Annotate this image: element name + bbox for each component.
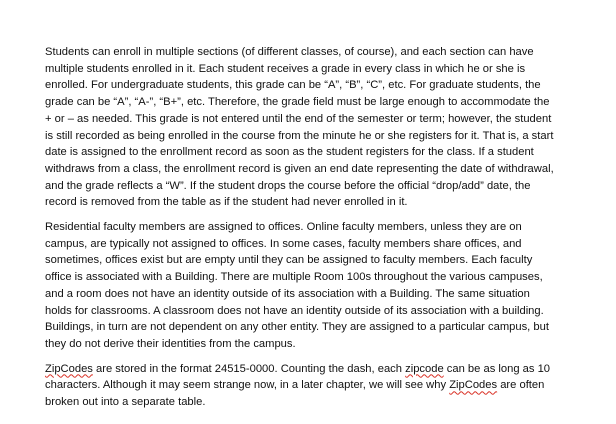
- spellcheck-flagged-word[interactable]: zipcode: [405, 362, 444, 375]
- spellcheck-flagged-word[interactable]: ZipCodes: [449, 379, 498, 392]
- paragraph-zipcodes: [45, 361, 559, 411]
- text-line: Residential faculty members are assigned to offices. Online faculty members, unless they are on: [45, 221, 522, 234]
- text-line: date is assigned to the enrollment record as soon as the student registers for the class. If a student: [45, 146, 534, 159]
- text-line: sometimes, offices exist but are empty until they can be assigned to faculty members. Each faculty: [45, 254, 533, 267]
- text-run: characters. Although it may seem strange now, in a later chapter, we will see why: [45, 379, 450, 392]
- text-line: record is removed from the table as if the student had never enrolled in it.: [45, 196, 408, 209]
- text-run: are stored in the format 24515-0000. Counting the dash, each: [92, 362, 406, 375]
- spellcheck-flagged-word[interactable]: ZipCodes: [45, 362, 93, 375]
- text-line: withdraws from a class, the enrollment record is given an end date representing the date of withdrawal,: [45, 162, 554, 175]
- text-line: and a room does not have an identity outside of its association with a Building. The same situation: [45, 287, 530, 300]
- text-line: they do not derive their identities from the campus.: [45, 337, 296, 350]
- text-run: are often: [497, 379, 545, 392]
- text-line: grade can be “A”, “A-”, “B+”, etc. Therefore, the grade field must be large enough to accommodate the: [45, 96, 550, 109]
- text-line: [45, 377, 559, 394]
- text-line: broken out into a separate table.: [45, 396, 206, 409]
- text-run: can be as long as 10: [443, 362, 551, 375]
- paragraph-faculty-offices: [45, 219, 559, 353]
- text-line: campus, are typically not assigned to offices. In some cases, faculty members share offices, and: [45, 237, 522, 250]
- paragraph-enrollment: [45, 44, 559, 211]
- text-line: Buildings, in turn are not dependent on any other entity. They are assigned to a particular campus, but: [45, 321, 549, 334]
- document-page: [45, 44, 559, 419]
- text-line: holds for classrooms. A classroom does not have an identity outside of its association with a building.: [45, 304, 544, 317]
- text-line: is still recorded as being enrolled in the course from the minute he or she registers for it. That is, a start: [45, 129, 554, 142]
- text-line: office is associated with a Building. There are multiple Room 100s throughout the various campuses,: [45, 271, 543, 284]
- text-line: Students can enroll in multiple sections (of different classes, of course), and each section can have: [45, 46, 534, 58]
- text-line: + or – as needed. This grade is not entered until the end of the semester or term; however, the student: [45, 112, 552, 125]
- text-line: [45, 361, 559, 378]
- text-line: and the grade reflects a “W”. If the student drops the course before the official “drop/add” date, the: [45, 179, 531, 192]
- text-line: enrolled. For undergraduate students, this grade can be “A”, “B”, “C”, etc. For graduate students, the: [45, 79, 541, 92]
- text-line: multiple students enrolled in it. Each student receives a grade in every class in which he or she is: [45, 62, 526, 75]
